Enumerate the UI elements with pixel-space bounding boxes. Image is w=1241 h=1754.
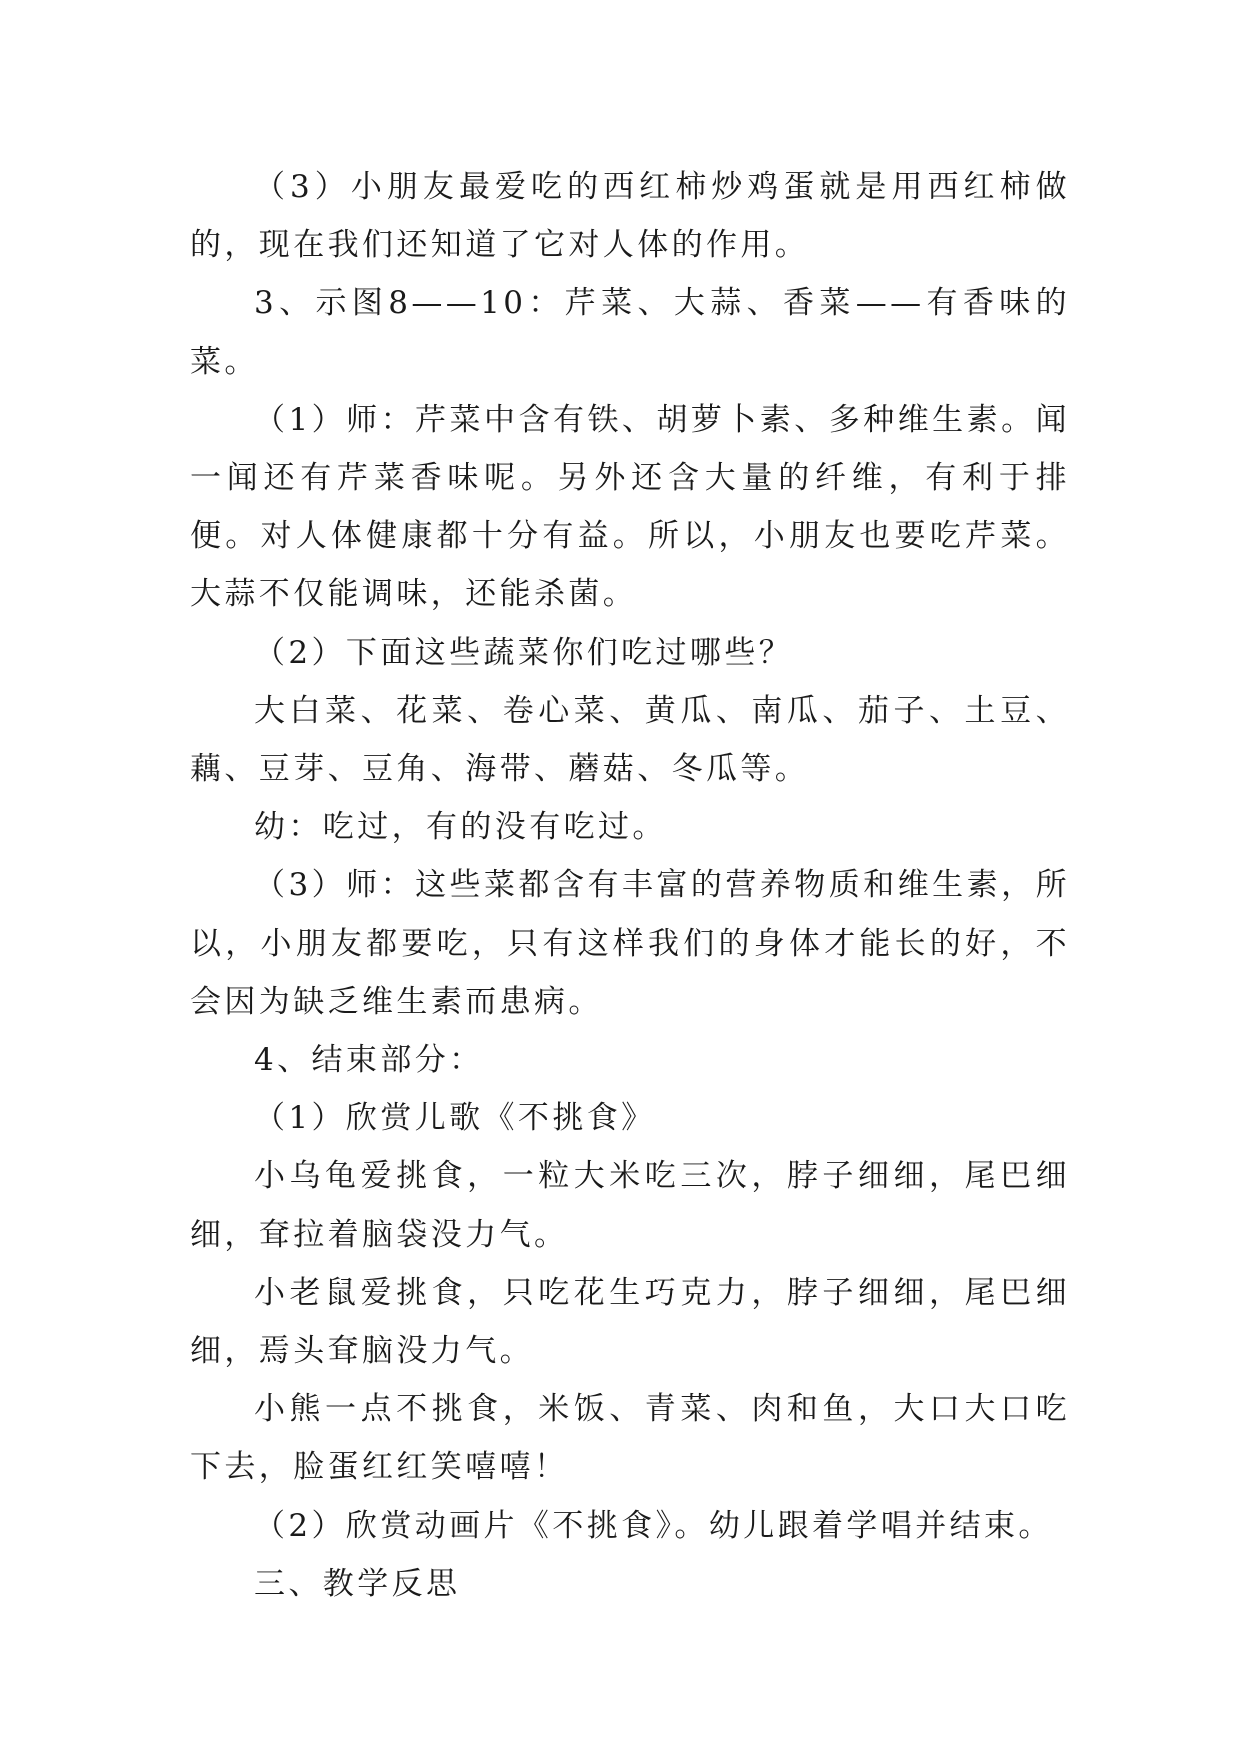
paragraph: 小乌龟爱挑食，一粒大米吃三次，脖子细细，尾巴细细，耷拉着脑袋没力气。	[190, 1158, 1070, 1253]
paragraph: 4、结束部分：	[254, 1042, 484, 1079]
paragraph: （3）师：这些菜都含有丰富的营养物质和维生素，所以，小朋友都要吃，只有这样我们的身体才能长的好，不会因为缺乏维生素而患病。	[190, 867, 1070, 1020]
paragraph: 三、教学反思	[254, 1565, 461, 1602]
paragraph: 小熊一点不挑食，米饭、青菜、肉和鱼，大口大口吃下去，脸蛋红红笑嘻嘻！	[190, 1391, 1070, 1486]
paragraph: （1）师：芹菜中含有铁、胡萝卜素、多种维生素。闻一闻还有芹菜香味呢。另外还含大量的纤维，有利于排便。对人体健康都十分有益。所以，小朋友也要吃芹菜。大蒜不仅能调味，还能杀菌。	[190, 401, 1070, 613]
paragraph: （1）欣赏儿歌《不挑食》	[254, 1100, 656, 1137]
paragraph: （3）小朋友最爱吃的西红柿炒鸡蛋就是用西红柿做的，现在我们还知道了它对人体的作用。	[190, 169, 1070, 264]
paragraph: 小老鼠爱挑食，只吃花生巧克力，脖子细细，尾巴细细，焉头耷脑没力气。	[190, 1274, 1070, 1370]
paragraph: 大白菜、花菜、卷心菜、黄瓜、南瓜、茄子、土豆、藕、豆芽、豆角、海带、蘑菇、冬瓜等。	[190, 692, 1070, 788]
document-body	[190, 158, 1070, 1613]
paragraph: （2）下面这些蔬菜你们吃过哪些？	[254, 634, 794, 671]
paragraph: （2）欣赏动画片《不挑食》。幼儿跟着学唱并结束。	[254, 1507, 1053, 1544]
paragraph: 3、示图8——10：芹菜、大蒜、香菜——有香味的菜。	[190, 285, 1070, 380]
paragraph: 幼：吃过，有的没有吃过。	[254, 809, 667, 846]
